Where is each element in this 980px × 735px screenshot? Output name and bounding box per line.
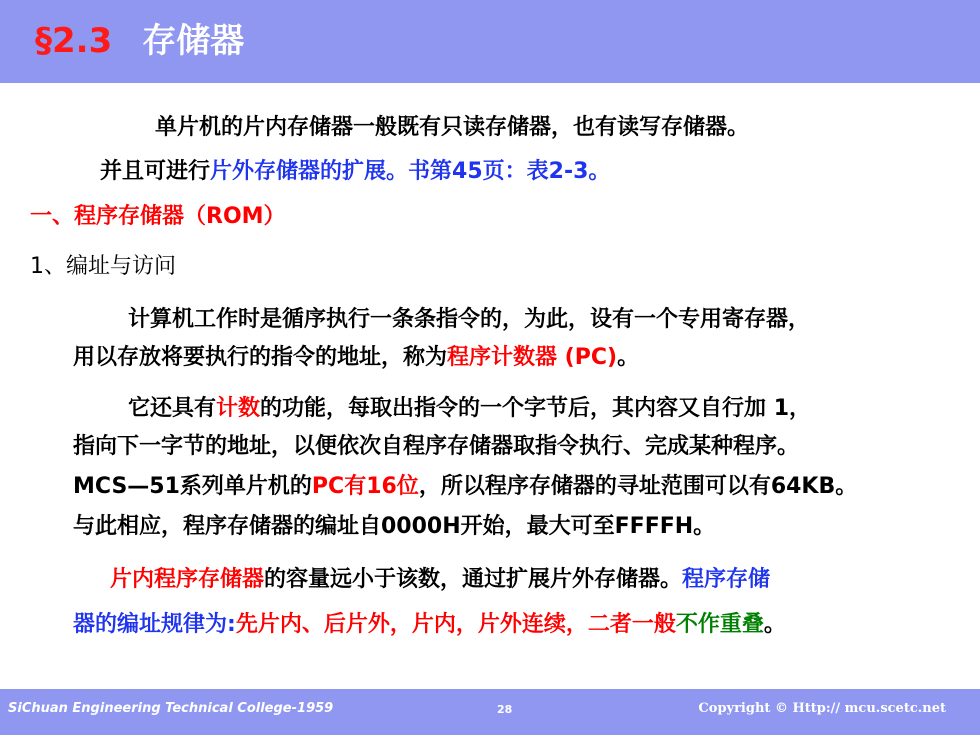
paragraph-line-6 <box>73 343 639 373</box>
title-bar <box>0 0 980 83</box>
paragraph-line-12 <box>73 610 786 640</box>
text-run: 指向下一字节的地址，以便依次自程序存储器取指令执行、完成某种程序。 <box>73 434 800 459</box>
paragraph-line-10 <box>73 512 715 542</box>
text-run: 与此相应，程序存储器的编址自0000H开始，最大可至FFFFH。 <box>73 514 716 539</box>
text-run: 的功能，每取出指令的一个字节后，其内容又自行加 1， <box>260 396 811 421</box>
section-number: §2.3 <box>35 21 113 61</box>
text-run: 单片机的片内存储器一般既有只读存储器，也有读写存储器。 <box>155 115 750 140</box>
text-run: 它还具有 <box>128 396 217 421</box>
paragraph-line-9 <box>73 472 857 502</box>
section-title: 存储器 <box>142 21 245 61</box>
text-run: 。 <box>763 612 786 637</box>
text-run: 。 <box>617 345 640 370</box>
paragraph-line-2 <box>100 157 610 187</box>
text-run-highlight: 计数 <box>216 396 261 421</box>
subsection-heading <box>30 252 176 282</box>
section-heading-rom <box>30 202 286 232</box>
paragraph-line-11 <box>110 565 770 595</box>
college-name: SiChuan Engineering Technical College-1959 <box>8 701 334 716</box>
text-run: 计算机工作时是循序执行一条条指令的，为此，设有一个专用寄存器， <box>128 307 811 332</box>
text-run-highlight: 先片内、后片外，片内，片外连续，二者一般 <box>235 612 676 637</box>
text-run-highlight: 器的编址规律为: <box>73 612 236 637</box>
copyright-text: Copyright © Http:// mcu.scetc.net <box>698 701 946 716</box>
text-run: 用以存放将要执行的指令的地址，称为 <box>73 345 448 370</box>
page-number: 28 <box>497 703 513 716</box>
text-run: MCS—51系列单片机的 <box>73 474 312 499</box>
text-run: 1、编址与访问 <box>30 254 176 279</box>
slide-title <box>35 18 244 64</box>
text-run-highlight: 不作重叠 <box>675 612 764 637</box>
text-run-highlight: 程序存储 <box>682 567 771 592</box>
paragraph-line-5 <box>128 305 810 335</box>
text-run: 一、程序存储器（ROM） <box>30 204 286 229</box>
text-run: 的容量远小于该数，通过扩展片外存储器。 <box>264 567 683 592</box>
text-run-highlight: PC有16位 <box>311 474 419 499</box>
text-run-highlight: 片内程序存储器 <box>110 567 265 592</box>
text-run: 并且可进行 <box>100 159 211 184</box>
footer-bar <box>0 689 980 735</box>
paragraph-line-8 <box>73 432 799 462</box>
text-run-highlight: 片外存储器的扩展。书第45页：表2-3。 <box>210 159 611 184</box>
text-run-highlight: 程序计数器 (PC) <box>447 345 618 370</box>
text-run: ，所以程序存储器的寻址范围可以有64KB。 <box>418 474 858 499</box>
paragraph-line-1 <box>155 113 749 143</box>
paragraph-line-7 <box>128 394 811 424</box>
